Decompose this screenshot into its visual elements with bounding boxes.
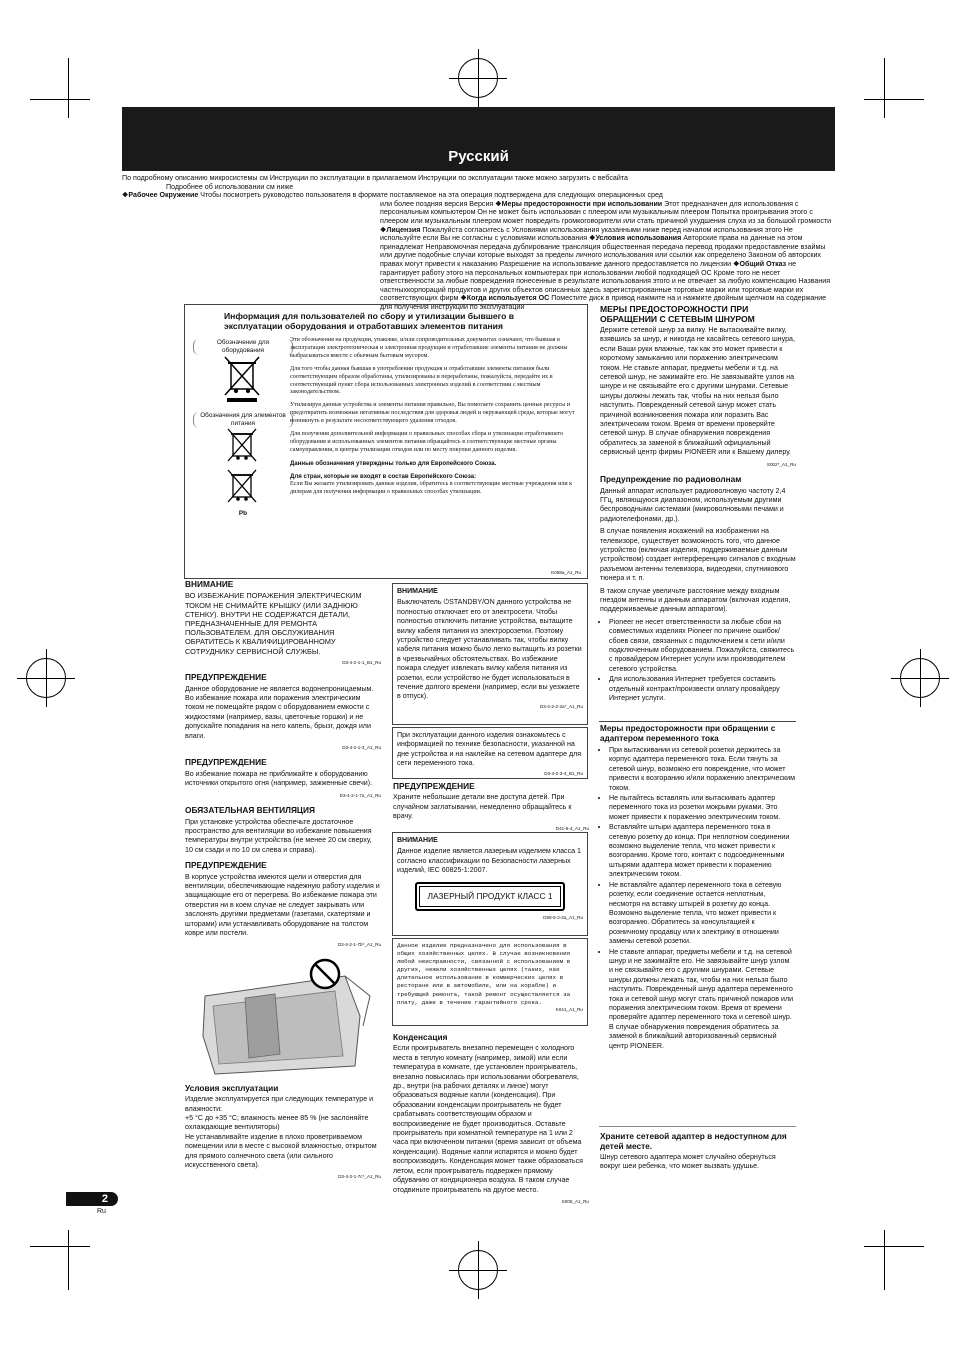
ref-code: D3-4-2-3-4_B1_Ru [544, 770, 583, 776]
crossed-bin-icon [193, 355, 293, 403]
section-text: Изделие эксплуатируется при следующих температуре и влажности: [185, 1095, 374, 1113]
child-safety-section [600, 1131, 796, 1172]
list-item: • Вставляйте штыри адаптера переменного тока в сетевую розетку до конца. При неплотном соединении возможно выделение тепла, что может привести к возгоранию. Кроме того, контакт с подсоединенными штырями адаптера может привести к поражению электрическим током. [609, 823, 795, 879]
box-text: При эксплуатации данного изделия ознакомьтесь с информацией по технике безопасности, указанной на дне устройства и на наклейке на сетевом адаптере для сети переменного тока. [397, 731, 582, 768]
section-text: Храните небольшие детали вне доступа детей. При случайном заглатывании, немедленно обращайтесь к врачу. [393, 793, 572, 821]
ref-code: D41-6-4_A1_Ru [555, 825, 589, 831]
disposal-paragraph: Для стран, которые не входят в состав Европейского Союза: [290, 472, 477, 480]
section-heading: ОБЯЗАТЕЛЬНАЯ ВЕНТИЛЯЦИЯ [185, 805, 315, 816]
ref-code: D3-4-2-1-7c*_A1_Ru [338, 1174, 381, 1180]
column-3 [600, 304, 796, 704]
divider [599, 1126, 796, 1127]
section-heading: ПРЕДУПРЕЖДЕНИЕ [185, 757, 267, 768]
registration-mark [458, 1250, 498, 1290]
crop-mark [68, 1230, 69, 1290]
ac-adapter-box [599, 721, 796, 1127]
intro-heading: Рабочее Окружение [128, 191, 199, 200]
crossed-bin-icon [193, 469, 293, 505]
registration-mark [458, 58, 498, 98]
section-heading: Меры предосторожности при обращении с адаптером переменного тока [600, 724, 776, 743]
box-heading: ВНИМАНИЕ [397, 837, 438, 844]
equipment-label: Обозначение для оборудования [193, 339, 293, 355]
disposal-symbols [193, 339, 293, 517]
ref-code: D3-4-2-1-7a_A1_Ru [339, 792, 381, 798]
ref-code: D3-4-2-1-3_A1_Ru [342, 745, 381, 751]
intro-line: Поместите диск в привод нажмите на и нажмите двойным щелчком на содержание для получения инструкции по эксплуатации [380, 294, 827, 311]
list-item: • Pioneer не несет ответственности за любые сбои на совместимых изделиях Pioneer по причине ошибок/сбоев связи, связанных с подключением к сети и/или подключенным оборудованием. Пожалуйста, свяжитесь с провайдером Интернет услуги или производителем сетевого устройства. [609, 618, 796, 674]
intro-line: Авторские права на данные на этом принадлежат Неправомочная передача дублирование трансляция общественная передача перевод продажи предоставление взаймы или другие подобные случаи которые выходят за пределы личного использования или ссылки как определено Законом об авторских правах могут привести к наказанию Разрешение на использование данного предоставляется по лицензии [380, 234, 826, 268]
laser-warning-box [392, 832, 588, 936]
batteries-label: Обозначения для элементов питания [193, 412, 293, 428]
condensation-section [393, 1033, 589, 1212]
crop-mark [30, 99, 90, 100]
section-heading: Храните сетевой адаптер в недоступном для детей месте. [600, 1131, 787, 1151]
intro-line: или более поздняя версия Версия [380, 199, 494, 208]
radio-notes [600, 618, 796, 704]
crop-mark [68, 58, 69, 118]
section-text: Если проигрыватель внезапно перемещен с холодного места в теплую комнату (например, зимой) или если температура в комнате, где установлен проигрыватель, внезапно повысилась при использовании обогревателя, др., внутри (на рабочих деталях и линзе) могут образоваться водяные капли (конденсация). При образовании конденсации проигрыватель не будет срабатывать соответствующим образом и воспроизведение не будет производиться. Оставьте проигрыватель при комнатной температуре на 1 или 2 часа при включенном питании (время зависит от объема конденсации). Водяные капли испарятся и можно будет воспроизводить. Конденсация может также образоваться летом, если проигрыватель подвержен прямому обдуванию от кондиционера воздуха. В таком случае отодвиньте проигрыватель на другое место. [393, 1044, 583, 1194]
box-text: Данное изделие предназначено для использования в общих хозяйственных целях. В случае возникновения любой неисправности, связанной с использованием в других, нежели хозяйственных целях (таких, как длительное использование в коммерческих целях в ресторане или в автомобиле, или на корабле) и требующей ремонта, такой ремонт осуществляется за плату, даже в течение гарантийного срока. [397, 942, 571, 1006]
intro-line: Этот предназначен для использования с персональным компьютером Он не может быть использован с плеером или музыкальным плеером [380, 199, 799, 217]
safety-info-box [392, 727, 588, 779]
disposal-paragraph: Утилизируя данные устройства и элементы питания правильно, Вы помогаете сохранить ценные ресурсы и предотвратить возможные негативные последствия для здоровья людей и окружающей среды, которые могут возникнуть в результате несоответствующего удаления отходов. [290, 402, 575, 425]
page-number-tab [66, 1192, 118, 1206]
crossed-bin-icon [193, 428, 293, 464]
intro-text: По подробному описанию микросистемы см Инструкции по эксплуатации в прилагаемом Инструкции по эксплуатации также можно загрузить с вебсайта Подробнее об использовании см ниже ❖Рабочее Окружение Чтобы посмотреть руководство пользователя в формате поставляемое на эта операция подтверждена для следующих операционных сред или более поздняя версия Версия ❖Меры предосторожности при использовании Этот предназначен для использования с персональным компьютером Он не может быть использован с плеером или музыкальным плеером Попытка проигрывания этого с плеером или музыкальным плеером может повредить громкоговорители или стать причиной ухудшения слуха из за большой громкости ❖Лицензия Пожалуйста согласитесь с Условиями использования указанными ниже перед началом использования этого Не используйте если Вы не согласны с условиями использования ❖Условия использования Авторские права на данные на этом принадлежат Неправомочная передача дублирование трансляция общественная передача перевод продажи предоставление взаймы или другие подобные случаи которые выходят за пределы личного использования или ссылки как определено Законом об авторских правах могут привести к наказанию Разрешение на использование данного предоставляется по лицензии ❖Общий Отказ не гарантирует работу этого на персональных компьютерах при использовании любой подходящей ОС Кроме того не несет ответственности за любые повреждения понесенные в результате использования этого и не отвечает за любую компенсацию Названия частныхкорпораций продуктов и других объектов описанных здесь зарегистрированные торговые марки или торговые марки их соответствующих фирм ❖Когда используется ОС Поместите диск в привод нажмите на и нажмите двойным щелчком на содержание для получения инструкции по эксплуатации [122, 174, 832, 311]
section-heading: ПРЕДУПРЕЖДЕНИЕ [185, 860, 267, 871]
crop-mark [864, 1246, 924, 1247]
disposal-paragraph: Эти обозначения на продукции, упаковке, и/или сопроводительных документах означают, что бывшая в эксплуатации электротехническая и электронная продукция и отработавшие элементы питания не должны выбрасываться вместе с обычным бытовым мусором. [290, 337, 568, 359]
title-banner [122, 107, 835, 171]
crop-mark [884, 1230, 885, 1290]
standby-warning-box [392, 583, 588, 725]
ref-code: D3-4-2-1-7b*_A1_Ru [337, 942, 381, 948]
crop-mark [30, 1246, 90, 1247]
ref-code: K058a_A1_Ru [551, 570, 581, 575]
ref-code: K041_A1_Ru [555, 1006, 583, 1012]
ref-code: S002*_A1_Ru [766, 461, 796, 467]
section-text: Во избежание пожара не приближайте к оборудованию источники открытого огня (например, зажженные свечи). [185, 769, 373, 788]
registration-mark [900, 658, 940, 698]
list-item: • Не ставьте аппарат, предметы мебели и т.д. на сетевой шнур и не зажимайте его. Не завязывайте шнур узлом и не связывайте его с другими шнурами. Сетевые шнуры должны лежать так, чтобы на них нельзя было наступить. Поврежденный шнур адаптера переменного тока и сетевой шнур могут стать причиной пожаров или поражения электрическим током. Время от времени проверяйте адаптер переменного тока и сетевой шнур. В случае обнаружения повреждения обратитесь за заменой в ближайший авторизованный сервисный центр PIONEER. [609, 948, 795, 1051]
list-item: • Для использования Интернет требуется составить отдельный контракт/произвести оплату провайдеру Интернет услуги. [609, 675, 796, 703]
disposal-info-box [184, 304, 588, 579]
disposal-paragraph: Для того чтобы данная бывшая в употреблении продукция и отработавшие элементы питания были соответствующим образом обработаны, утилизированы и переработаны, пожалуйста, передайте их в соответствующий пункт сбора использованных электронных изделий в соответствии с местным законодательством. [290, 365, 553, 396]
box-text: Данное изделие является лазерным изделием класса 1 согласно классификации по Безопасности лазерных изделий, IEC 60825-1:2007. [397, 847, 581, 875]
language-code: Ru [97, 1208, 106, 1215]
intro-line: Подробнее об использовании см ниже [166, 182, 294, 191]
section-heading: ПРЕДУПРЕЖДЕНИЕ [393, 781, 475, 791]
disposal-title: Информация для пользователей по сбору и утилизации бывшего в эксплуатации оборудования и отработавших элементов питания [224, 311, 515, 331]
box-heading: ВНИМАНИЕ [397, 588, 438, 595]
section-text: При установке устройства обеспечьте достаточное пространство для вентиляции во избежание повышения температуры внутри устройства (не менее 20 см сверху, 10 см сзади и по 10 см слева и справа). [185, 817, 372, 854]
intro-line: Чтобы посмотреть руководство пользователя в формате поставляемое на эта операция подтверждена для следующих операционных сред [200, 191, 663, 200]
intro-heading: Меры предосторожности при использовании [501, 199, 663, 208]
section-text: В таком случае увеличьте расстояние между входным гнездом антенны и данным аппаратом (включая изделия, поддерживаемые данным аппаратом). [600, 586, 791, 614]
section-text: Держите сетевой шнур за вилку. Не вытаскивайте вилку, взявшись за шнур, и никогда не касайтесь сетевого шнура, если Ваши руки влажные, так как это может привести к короткому замыканию или поражению электрическим током. Не ставьте аппарат, предметы мебели и т.д. на сетевой шнур, не зажимайте его. Не завязывайте узлов на шнуре и не связывайте его с другими шнурами. Сетевые шнуры должны лежать так, чтобы на них нельзя было наступить. Поврежденный сетевой шнур может стать причиной возникновения пожара или поразить Вас электрическим током. Время от времени проверяйте сетевой шнур. В случае обнаружения повреждения обратитесь за заменой в ближайший официальный сервисный центр фирмы PIONEER или к Вашему дилеру. [600, 326, 795, 457]
section-heading: Конденсация [393, 1032, 448, 1042]
section-heading: ПРЕДУПРЕЖДЕНИЕ [185, 672, 267, 683]
page-number: 2 [101, 1193, 108, 1205]
small-parts-warning [393, 782, 589, 839]
intro-line: Пожалуйста согласитесь с Условиями использования указанными ниже перед началом использования этого Не используйте если Вы не согласны с условиями использования [380, 225, 793, 243]
intro-line: Попытка проигрывания этого с плеером или музыкальным плеером может повредить громкоговорители или стать причиной ухудшения слуха из за большой громкости [380, 208, 832, 225]
section-text: В случае появления искажений на изображении на телевизоре, существует возможность того, что данное устройство (включая изделия, поддерживаемые данным устройством) создает интерференцию сигналов с входным разъемом антенны телевизора, видеодеки, спутникового тюнера и т. п. [600, 527, 796, 583]
list-item: • Не вставляйте адаптер переменного тока в сетевую розетку, если соединение остается неплотным, несмотря на вставку штырей в розетку до конца. Возможно выделение тепла, что может привести к возгоранию. Обратитесь за консультацией к розничному продавцу или к электрику в отношении замены сетевой розетки. [609, 881, 795, 947]
ref-code: D3-4-2-1-1_B1_Ru [342, 659, 381, 665]
section-heading: ВНИМАНИЕ [185, 579, 234, 589]
section-text: Шнур сетевого адаптера может случайно обернуться вокруг шеи ребенка, что может вызвать удушье. [600, 1153, 776, 1171]
section-text: В корпусе устройства имеются щели и отверстия для вентиляции, обеспечивающие надежную работу изделия и защищающие его от перегрева. Во избежание пожара эти отверстия ни в коем случае не следует закрывать или заслонять другими предметами (газетами, скатертями и шторами) или устанавливать оборудование на толстом ковре или постели. [185, 872, 380, 937]
column-1 [185, 580, 381, 1188]
ref-code: S005_A1_Ru [561, 1198, 589, 1204]
registration-mark [26, 658, 66, 698]
disposal-paragraph: Данные обозначения утверждены только для Европейского Союза. [290, 459, 497, 467]
intro-line: не гарантирует работу этого на персональных компьютерах при использовании любой подходящей ОС Кроме того не несет ответственности за любые повреждения понесенные в результате использования этого и не отвечает за любую компенсацию Названия частныхкорпораций продуктов и других объектов описанных здесь зарегистрированные торговые марки или торговые марки их соответствующих фирм [380, 259, 831, 303]
intro-heading: Условия использования [595, 234, 682, 243]
intro-heading: Общий Отказ [739, 259, 787, 268]
intro-line: По подробному описанию микросистемы см Инструкции по эксплуатации в прилагаемом Инструкции по эксплуатации также можно загрузить с вебсайта [122, 174, 628, 182]
pb-label: Pb [238, 510, 248, 517]
laser-label-text: ЛАЗЕРНЫЙ ПРОДУКТ КЛАСС 1 [419, 886, 561, 907]
section-text: Данный аппарат использует радиоволновую частоту 2,4 ГГц, являющуюся диапазоном, используемым другими беспроводными системами (микроволновыми печами и радиотелефонами, др.). [600, 486, 786, 523]
crop-mark [884, 58, 885, 118]
page-title: Русский [448, 148, 509, 165]
section-text: +5 °C до +35 °C; влажность менее 85 % (не заслоняйте охлаждающие вентиляторы) [185, 1114, 369, 1132]
section-heading: МЕРЫ ПРЕДОСТОРОЖНОСТИ ПРИ ОБРАЩЕНИИ С СЕТЕВЫМ ШНУРОМ [600, 304, 755, 324]
covered-device-illustration [185, 956, 381, 1078]
household-use-box [392, 938, 588, 1026]
intro-heading: Лицензия [386, 225, 421, 234]
section-text: Данное оборудование не является водонепроницаемым. Во избежание пожара или поражения электрическим током не помещайте рядом с оборудованием емкости с жидкостями (например, вазы, цветочные горшки) и не допускайте попадания на него капель, брызг, дождя или влаги. [185, 684, 374, 740]
list-item: • Не пытайтесь вставлять или вытаскивать адаптер переменного тока из розетки мокрыми руками. Это может привести к поражению электрическим током. [609, 794, 795, 822]
crop-mark [864, 99, 924, 100]
section-heading: Условия эксплуатации [185, 1082, 279, 1093]
box-text: Выключатель ⏻STANDBY/ON данного устройства не полностью отключает его от электросети. Чтобы полностью отключить питание устройства, вытащите вилку кабеля питания из электророзетки. Поэтому устройство следует устанавливать так, чтобы вилку кабеля питания можно было легко вытащить из розетки в чрезвычайных обстоятельствах. Во избежание пожара следует извлекать вилку кабеля питания из розетки, если устройство не будет использоваться в течение долгого времени (например, если вы уезжаете в отпуск). [397, 598, 582, 701]
section-text: ВО ИЗБЕЖАНИЕ ПОРАЖЕНИЯ ЭЛЕКТРИЧЕСКИМ ТОКОМ НЕ СНИМАЙТЕ КРЫШКУ (ИЛИ ЗАДНЮЮ СТЕНКУ). ВНУТРИ НЕ СОДЕРЖАТСЯ ДЕТАЛИ, ПРЕДНАЗНАЧЕННЫЕ ДЛЯ РЕМОНТА ПОЛЬЗОВАТЕЛЕМ. ДЛЯ ОБСЛУЖИВАНИЯ ОБРАТИТЕСЬ К КВАЛИФИЦИРОВАННОМУ СОТРУДНИКУ СЕРВИСНОЙ СЛУЖБЫ. [185, 591, 362, 656]
section-heading: Предупреждение по радиоволнам [600, 474, 742, 485]
disposal-text [290, 337, 575, 496]
ref-code: D3-4-2-2-2a*_A1_Ru [539, 703, 583, 709]
adapter-precautions [600, 746, 795, 1051]
laser-label [415, 882, 565, 911]
ref-code: D58-5-2-2a_A1_Ru [543, 915, 583, 921]
disposal-paragraph: Если Вы желаете утилизировать данные изделия, обратитесь в соответствующие местные учреждения или к дилерам для получения информации о правильных способах утилизации. [290, 480, 573, 495]
disposal-paragraph: Для получения дополнительной информации о правильных способах сбора и утилизации отработавшего оборудования и использованных элементов питания обращайтесь в соответствующие местные органы самоуправления, в центры утилизации отходов или по месту покупки данного изделия. [290, 431, 564, 453]
intro-heading: Когда используется ОС [466, 294, 550, 303]
section-text: Не устанавливайте изделие в плохо проветриваемом помещении или в месте с высокой влажностью, открытом для прямого солнечного света (или сильного искусственного света). [185, 1132, 377, 1170]
list-item: • При вытаскивании из сетевой розетки держитесь за корпус адаптера переменного тока. Если тянуть за сетевой шнур, возможно его повреждение, что может привести к возгоранию и/или поражению электрическим током. [609, 746, 795, 793]
